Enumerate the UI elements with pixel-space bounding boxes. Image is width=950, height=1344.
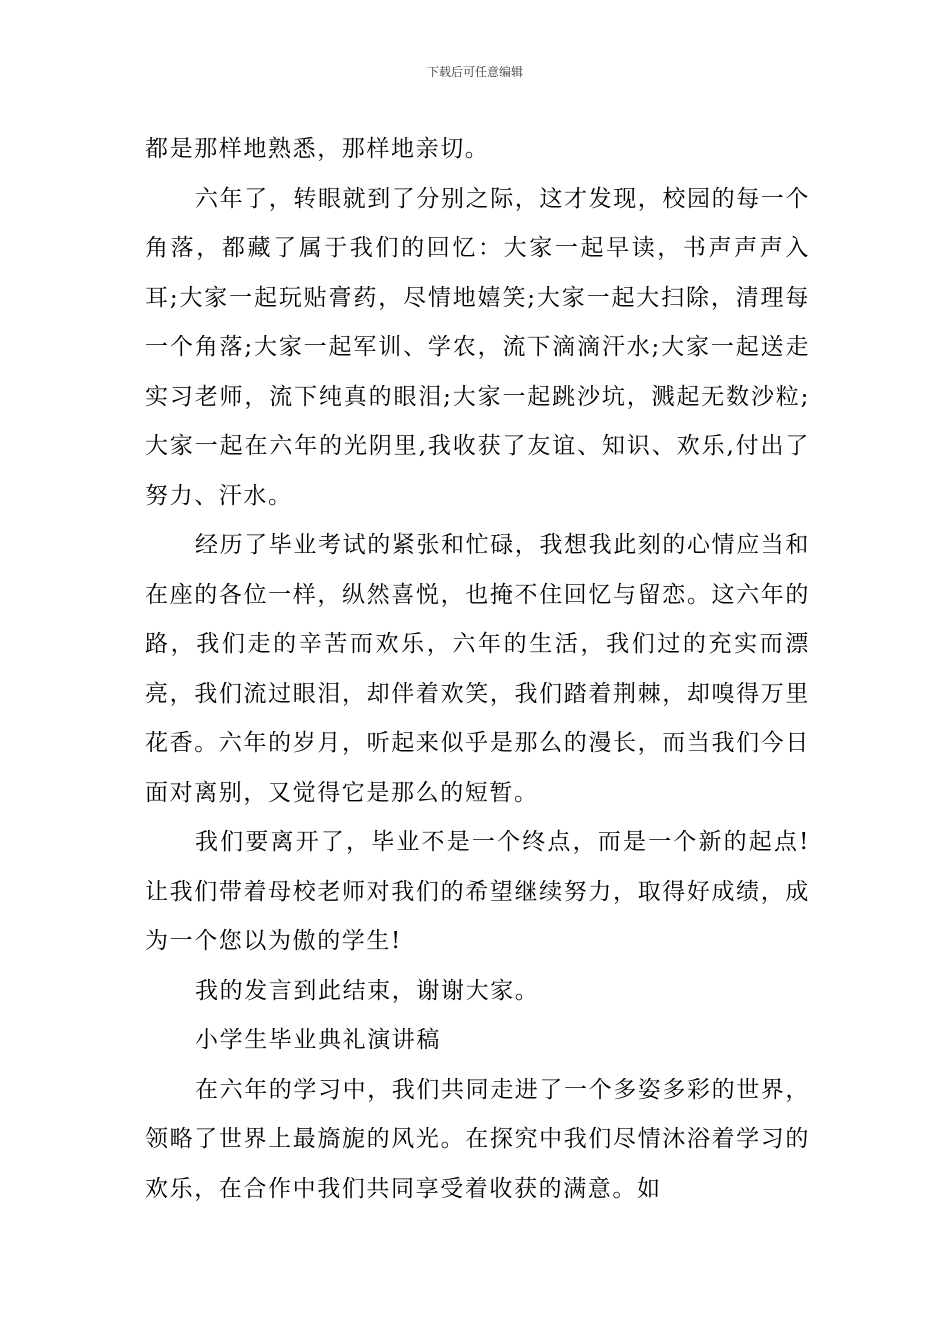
paragraph-memories: 六年了，转眼就到了分别之际，这才发现，校园的每一个角落，都藏了属于我们的回忆：大家一起早读，书声声声入耳;大家一起玩贴膏药，尽情地嬉笑;大家一起大扫除，清理每一个角落;大家一起军训、学农，流下滴滴汗水;大家一起送走实习老师，流下纯真的眼泪;大家一起跳沙坑，溅起无数沙粒;大家一起在六年的光阴里,我收获了友谊、知识、欢乐,付出了努力、汗水。 <box>145 185 810 509</box>
paragraph-study: 在六年的学习中，我们共同走进了一个多姿多彩的世界，领略了世界上最旖旎的风光。在探究中我们尽情沐浴着学习的欢乐，在合作中我们共同享受着收获的满意。如 <box>145 1076 810 1202</box>
paragraph-six-years: 经历了毕业考试的紧张和忙碌，我想我此刻的心情应当和在座的各位一样，纵然喜悦，也掩不住回忆与留恋。这六年的路，我们走的辛苦而欢乐，六年的生活，我们过的充实而漂亮，我们流过眼泪，却伴着欢笑，我们踏着荆棘，却嗅得万里花香。六年的岁月，听起来似乎是那么的漫长，而当我们今日面对离别，又觉得它是那么的短暂。 <box>145 532 810 806</box>
page-header-note: 下载后可任意编辑 <box>426 65 523 79</box>
paragraph-continuation: 都是那样地熟悉，那样地亲切。 <box>145 136 490 162</box>
paragraph-new-start: 我们要离开了，毕业不是一个终点，而是一个新的起点!让我们带着母校老师对我们的希望继续努力，取得好成绩，成为一个您以为傲的学生! <box>145 829 810 954</box>
paragraph-closing: 我的发言到此结束，谢谢大家。 <box>195 977 540 1004</box>
section-heading: 小学生毕业典礼演讲稿 <box>195 1027 441 1053</box>
document-body <box>145 125 810 1214</box>
